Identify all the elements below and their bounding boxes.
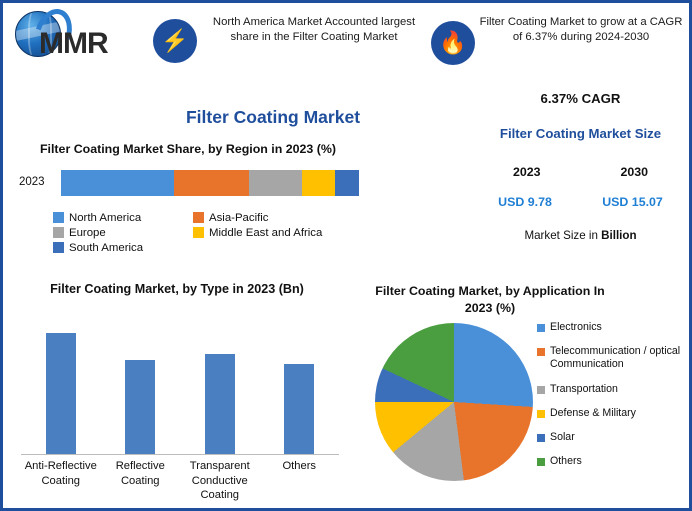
type-chart-title: Filter Coating Market, by Type in 2023 (Bn) [50, 282, 304, 296]
legend-item [53, 242, 193, 254]
type-chart-plot [21, 323, 339, 455]
legend-swatch-icon [537, 348, 545, 356]
legend-swatch-icon [537, 324, 545, 332]
pie-chart-title: Filter Coating Market, by Application In 2023 (%) [375, 284, 605, 315]
page-title: Filter Coating Market [185, 107, 361, 127]
bar-column [25, 323, 97, 454]
region-share-category-label: 2023 [19, 175, 45, 188]
bar-anti-reflective-coating [46, 333, 76, 454]
brand-logo [9, 9, 139, 65]
legend-label: Middle East and Africa [209, 226, 323, 239]
legend-swatch-icon [537, 386, 545, 394]
year-label-forecast: 2030 [620, 165, 649, 179]
stack-segment-europe [249, 170, 303, 196]
legend-swatch-icon [53, 242, 64, 253]
legend-swatch-icon [193, 227, 204, 238]
header-item-2-text: Filter Coating Market to grow at a CAGR of 6.37% during 2024-2030 [479, 16, 683, 43]
x-tick-label: Reflective Coating [115, 460, 165, 487]
legend-label: Europe [69, 226, 106, 239]
legend-item [537, 321, 687, 334]
application-pie-chart [355, 283, 689, 509]
legend-item [537, 431, 687, 444]
legend-label: South America [69, 241, 144, 254]
legend-label: Telecommunication / optical Communication [550, 345, 681, 371]
market-size-title: Filter Coating Market Size [499, 126, 662, 141]
type-bar-chart [9, 281, 349, 506]
x-tick-label: Anti-Reflective Coating [24, 460, 97, 487]
legend-swatch-icon [537, 434, 545, 442]
market-size-values [473, 195, 688, 209]
stack-segment-asia-pacific [174, 170, 249, 196]
legend-swatch-icon [537, 458, 545, 466]
bar-reflective-coating [125, 360, 155, 454]
legend-item [537, 407, 687, 420]
legend-label: Electronics [550, 321, 602, 333]
market-size-unit-prefix: Market Size in [524, 229, 602, 242]
bar-column [263, 323, 335, 454]
bar-transparent-conductive-coating [205, 354, 235, 454]
stack-segment-south-america [335, 170, 359, 196]
x-tick-label: Others [282, 460, 317, 472]
bar-others [284, 364, 314, 454]
legend-swatch-icon [193, 212, 204, 223]
year-label-base: 2023 [512, 165, 541, 179]
pie-graphic [375, 323, 533, 481]
legend-item [537, 455, 687, 468]
lightning-bolt-icon: ⚡ [153, 19, 197, 63]
stack-segment-middle-east-africa [302, 170, 335, 196]
market-size-unit [473, 229, 688, 242]
region-share-title: Filter Coating Market Share, by Region in 2023 (%) [39, 142, 337, 156]
legend-label: Defense & Military [550, 406, 636, 419]
cagr-value: 6.37% CAGR [540, 91, 621, 106]
legend-item [537, 383, 687, 396]
legend-item [53, 227, 193, 239]
type-chart-x-labels [21, 459, 339, 503]
market-size-value-base: USD 9.78 [498, 195, 552, 209]
market-size-years [473, 165, 688, 179]
legend-item [193, 212, 333, 224]
market-size-value-forecast: USD 15.07 [602, 195, 663, 209]
legend-item [537, 345, 687, 371]
flame-icon: 🔥 [431, 21, 475, 65]
stacked-bar [61, 170, 359, 196]
legend-item [53, 212, 193, 224]
region-share-legend [13, 212, 363, 257]
legend-label: North America [69, 211, 142, 224]
stack-segment-north-america [61, 170, 174, 196]
header-item-1-text: North America Market Accounted largest share in the Filter Coating Market [212, 16, 416, 43]
market-size-unit-value: Billion [601, 229, 637, 242]
legend-label: Asia-Pacific [209, 211, 269, 224]
bar-column [184, 323, 256, 454]
region-share-chart [13, 141, 363, 257]
brand-name: MMR [39, 27, 108, 60]
x-tick-label: Transparent Conductive Coating [189, 460, 250, 502]
legend-label: Solar [550, 431, 575, 444]
region-share-plot [13, 166, 363, 206]
legend-item [193, 227, 333, 239]
legend-swatch-icon [53, 227, 64, 238]
legend-label: Others [550, 455, 582, 468]
bar-column [104, 323, 176, 454]
pie-chart-legend [537, 321, 687, 480]
header [3, 3, 689, 81]
legend-label: Transportation [550, 382, 618, 395]
legend-swatch-icon [53, 212, 64, 223]
legend-swatch-icon [537, 410, 545, 418]
